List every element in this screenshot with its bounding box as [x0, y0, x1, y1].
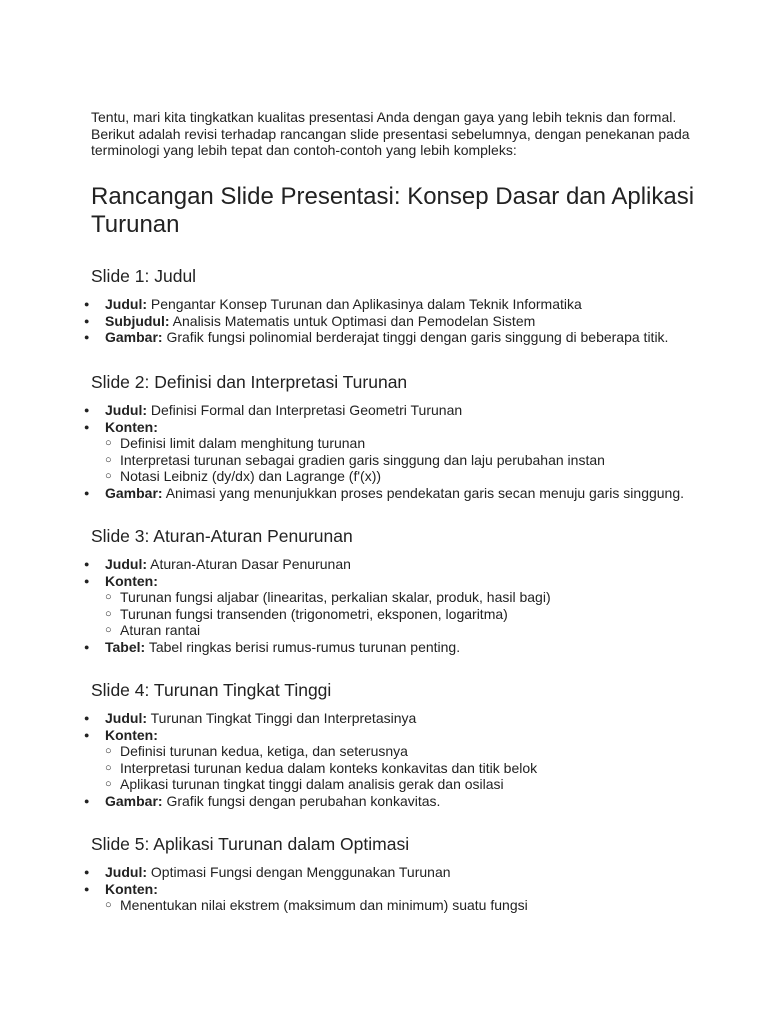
slide-2-section — [91, 372, 731, 501]
list-item — [91, 881, 731, 914]
item-text: Grafik fungsi polinomial berderajat tinggi dengan garis singgung di beberapa titik. — [162, 329, 669, 345]
slide-5-section — [91, 834, 731, 914]
sub-list-item: ○ Aturan rantai — [105, 622, 731, 639]
list-item — [91, 727, 731, 793]
sub-list — [105, 743, 731, 793]
item-label: Konten: — [105, 572, 158, 589]
item-text: Aturan-Aturan Dasar Penurunan — [147, 556, 351, 572]
list-item — [91, 793, 731, 810]
item-label: Gambar: — [105, 329, 163, 345]
list-item — [91, 864, 731, 881]
slide-4-list — [91, 710, 731, 809]
sub-list-item: ○ Turunan fungsi aljabar (linearitas, perkalian skalar, produk, hasil bagi) — [105, 589, 731, 606]
slide-3-section — [91, 526, 731, 655]
item-text: Pengantar Konsep Turunan dan Aplikasinya dalam Teknik Informatika — [147, 296, 582, 312]
list-item — [91, 556, 731, 573]
sub-list-item: ○ Turunan fungsi transenden (trigonometri, eksponen, logaritma) — [105, 606, 731, 623]
item-label: Judul: — [105, 556, 147, 572]
item-label: Gambar: — [105, 484, 163, 501]
item-text: Turunan Tingkat Tinggi dan Interpretasinya — [147, 710, 417, 726]
sub-list-item: ○ Definisi limit dalam menghitung turunan — [105, 435, 731, 452]
item-label: Judul: — [105, 402, 147, 418]
list-item — [91, 485, 731, 502]
sub-list-item: ○ Interpretasi turunan sebagai gradien garis singgung dan laju perubahan instan — [105, 452, 731, 469]
item-label: Konten: — [105, 880, 158, 897]
sub-list-item: ○ Notasi Leibniz (dy/dx) dan Lagrange (f'(x)) — [105, 468, 731, 485]
list-item — [91, 573, 731, 639]
item-text: Analisis Matematis untuk Optimasi dan Pemodelan Sistem — [169, 312, 536, 329]
item-text: Tabel ringkas berisi rumus-rumus turunan penting. — [145, 638, 461, 655]
item-label: Judul: — [105, 864, 147, 880]
item-label: Tabel: — [105, 638, 146, 655]
sub-list-item: ○ Aplikasi turunan tingkat tinggi dalam analisis gerak dan osilasi — [105, 776, 731, 793]
sub-list-item: ○ Interpretasi turunan kedua dalam konteks konkavitas dan titik belok — [105, 760, 731, 777]
slide-2-heading: Slide 2: Definisi dan Interpretasi Turunan — [91, 372, 408, 392]
sub-list-item: ○ Definisi turunan kedua, ketiga, dan seterusnya — [105, 743, 731, 760]
list-item — [91, 710, 731, 727]
slide-3-heading: Slide 3: Aturan-Aturan Penurunan — [91, 526, 353, 546]
item-label: Konten: — [105, 726, 158, 743]
item-text: Grafik fungsi dengan perubahan konkavitas. — [162, 792, 441, 809]
document-title: Rancangan Slide Presentasi: Konsep Dasar dan Aplikasi Turunan — [91, 183, 695, 238]
item-label: Judul: — [105, 710, 147, 726]
list-item — [91, 419, 731, 485]
item-text: Animasi yang menunjukkan proses pendekatan garis secan menuju garis singgung. — [162, 484, 685, 501]
slide-1-list — [91, 296, 731, 346]
list-item — [91, 639, 731, 656]
slide-3-list — [91, 556, 731, 655]
list-item — [91, 329, 731, 346]
item-label: Subjudul: — [105, 312, 170, 329]
item-label: Judul: — [105, 296, 147, 312]
slide-2-list — [91, 402, 731, 501]
sub-list — [105, 589, 731, 639]
item-label: Konten: — [105, 418, 158, 435]
sub-list — [105, 435, 731, 485]
slide-5-list — [91, 864, 731, 914]
item-label: Gambar: — [105, 792, 163, 809]
sub-list-item: ○ Menentukan nilai ekstrem (maksimum dan minimum) suatu fungsi — [105, 897, 731, 914]
slide-5-heading: Slide 5: Aplikasi Turunan dalam Optimasi — [91, 834, 410, 854]
slide-4-heading: Slide 4: Turunan Tingkat Tinggi — [91, 680, 332, 700]
item-text: Optimasi Fungsi dengan Menggunakan Turunan — [147, 864, 451, 880]
list-item — [91, 296, 731, 313]
slide-4-section — [91, 680, 731, 809]
sub-list — [105, 897, 731, 914]
slide-1-section — [91, 266, 731, 346]
list-item — [91, 313, 731, 330]
item-text: Definisi Formal dan Interpretasi Geometri Turunan — [147, 402, 463, 418]
intro-paragraph: Tentu, mari kita tingkatkan kualitas presentasi Anda dengan gaya yang lebih teknis dan formal. Berikut adalah revisi terhadap rancangan slide presentasi sebelumnya, dengan penekanan pada terminologi yang lebih tepat dan contoh-contoh yang lebih kompleks: — [91, 109, 690, 158]
slide-1-heading: Slide 1: Judul — [91, 266, 197, 286]
list-item — [91, 402, 731, 419]
